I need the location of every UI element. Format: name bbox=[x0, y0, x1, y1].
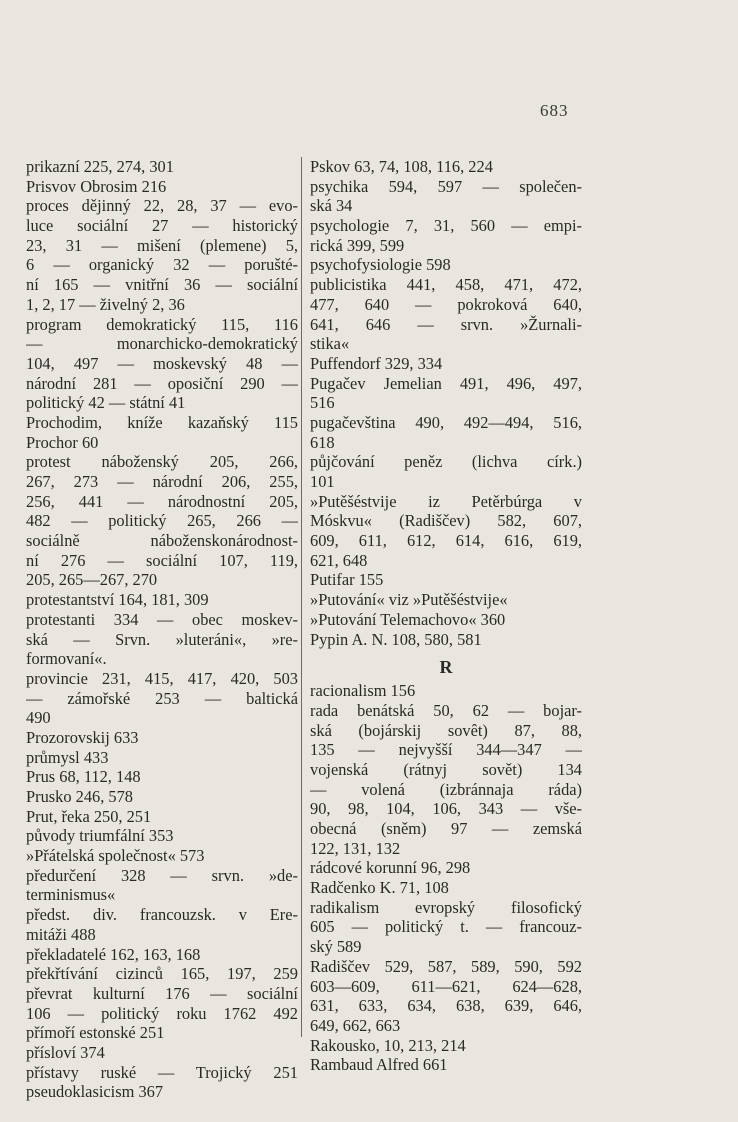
index-entry-line: protest náboženský 205, 266, bbox=[26, 452, 298, 472]
index-entry-line: průmysl 433 bbox=[26, 747, 109, 767]
index-entry-line: »Putování« viz »Putěšéstvije« bbox=[310, 590, 508, 610]
index-entry-line: — monarchicko-demokratický bbox=[26, 334, 298, 354]
index-column-left bbox=[26, 157, 298, 1102]
index-entry-line: prikazní 225, 274, 301 bbox=[26, 157, 174, 176]
index-entry-line: 477, 640 — pokroková 640, bbox=[310, 294, 582, 314]
index-entry-line: 90, 98, 104, 106, 343 — vše- bbox=[310, 799, 582, 819]
index-entry-line: 205, 265—267, 270 bbox=[26, 570, 158, 590]
index-entry-line: Prochodim, kníže kazaňský 115 bbox=[26, 412, 298, 432]
index-entry-line: Rakousko, 10, 213, 214 bbox=[310, 1035, 466, 1055]
index-entry-line: Prus 68, 112, 148 bbox=[26, 767, 141, 787]
index-entry-line: pseudoklasicism 367 bbox=[26, 1082, 164, 1102]
index-entry-line: 631, 633, 634, 638, 639, 646, bbox=[310, 996, 582, 1016]
index-entry-line: formovaní«. bbox=[26, 649, 107, 669]
index-entry-line: přímoří estonské 251 bbox=[26, 1023, 165, 1043]
index-entry-line: protestantství 164, 181, 309 bbox=[26, 590, 209, 610]
index-entry-line: pugačevština 490, 492—494, 516, bbox=[310, 412, 582, 432]
index-entry-line: radikalism evropský filosofický bbox=[310, 897, 582, 917]
index-entry-line: 104, 497 — moskevský 48 — bbox=[26, 353, 298, 373]
index-entry-line: 516 bbox=[310, 393, 335, 413]
index-entry-line: psychologie 7, 31, 560 — empi- bbox=[310, 216, 582, 236]
index-entry-line: 101 bbox=[310, 472, 335, 491]
index-entry-line: program demokratický 115, 116 bbox=[26, 314, 298, 334]
index-entry-line: 6 — organický 32 — porušté- bbox=[26, 255, 298, 275]
index-entry-line: protestanti 334 — obec moskev- bbox=[26, 609, 298, 629]
index-entry-line: — volená (izbránnaja ráda) bbox=[310, 779, 582, 799]
index-entry-line: ní 276 — sociální 107, 119, bbox=[26, 550, 298, 570]
index-entry-line: Prisvov Obrosim 216 bbox=[26, 176, 167, 196]
index-entry-line: 490 bbox=[26, 708, 51, 728]
index-entry-line: Puffendorf 329, 334 bbox=[310, 353, 443, 373]
index-entry-line: Rambaud Alfred 661 bbox=[310, 1055, 448, 1075]
index-entry-line: rická 399, 599 bbox=[310, 235, 405, 255]
index-entry-line: Prut, řeka 250, 251 bbox=[26, 806, 152, 826]
index-entry-line: »Přátelská společnost« 573 bbox=[26, 846, 205, 866]
index-entry-line: Pugačev Jemelian 491, 496, 497, bbox=[310, 373, 582, 393]
index-entry-line: 603—609, 611—621, 624—628, bbox=[310, 976, 582, 996]
index-column-right bbox=[310, 157, 582, 1075]
page-number: 683 bbox=[540, 101, 569, 120]
index-entry-line: proces dějinný 22, 28, 37 — evo- bbox=[26, 196, 298, 216]
index-entry-line: původy triumfální 353 bbox=[26, 826, 174, 846]
index-entry-line: ský 589 bbox=[310, 937, 362, 957]
index-entry-line: psychofysiologie 598 bbox=[310, 255, 451, 275]
index-entry-line: Móskvu« (Radiščev) 582, 607, bbox=[310, 511, 582, 531]
index-entry-line: národní 281 — oposiční 290 — bbox=[26, 373, 298, 393]
index-entry-line: 641, 646 — srvn. »Žurnali- bbox=[310, 314, 582, 334]
index-entry-line: — zámořské 253 — baltická bbox=[26, 688, 298, 708]
index-entry-line: předst. div. francouzsk. v Ere- bbox=[26, 905, 298, 925]
index-entry-line: »Putěšéstvije iz Petěrbúrga v bbox=[310, 491, 582, 511]
index-entry-line: 482 — politický 265, 266 — bbox=[26, 511, 298, 531]
index-entry-line: ská (bojárskij sovêt) 87, 88, bbox=[310, 720, 582, 740]
index-entry-line: psychika 594, 597 — společen- bbox=[310, 176, 582, 196]
index-entry-line: převrat kulturní 176 — sociální bbox=[26, 983, 298, 1003]
index-entry-line: přístavy ruské — Trojický 251 bbox=[26, 1062, 298, 1082]
index-entry-line: půjčování peněz (lichva círk.) bbox=[310, 452, 582, 472]
index-entry-line: racionalism 156 bbox=[310, 681, 416, 701]
index-entry-line: ní 165 — vnitřní 36 — sociální bbox=[26, 275, 298, 295]
index-entry-line: Pskov 63, 74, 108, 116, 224 bbox=[310, 157, 493, 176]
index-entry-line: Prusko 246, 578 bbox=[26, 787, 134, 806]
index-entry-line: vojenská (rátnyj sovět) 134 bbox=[310, 759, 582, 779]
index-entry-line: Putifar 155 bbox=[310, 570, 384, 590]
index-entry-line: 621, 648 bbox=[310, 550, 368, 570]
index-entry-line: Prozorovskij 633 bbox=[26, 727, 139, 747]
index-entry-line: 256, 441 — národnostní 205, bbox=[26, 491, 298, 511]
index-entry-line: 106 — politický roku 1762 492 bbox=[26, 1003, 298, 1023]
index-entry-line: obecná (sněm) 97 — zemská bbox=[310, 819, 582, 838]
index-entry-line: sociálně náboženskonárodnost- bbox=[26, 531, 298, 551]
index-entry-line: provincie 231, 415, 417, 420, 503 bbox=[26, 668, 298, 688]
index-entry-line: terminismus« bbox=[26, 885, 116, 905]
index-entry-line: 649, 662, 663 bbox=[310, 1015, 401, 1035]
index-entry-line: publicistika 441, 458, 471, 472, bbox=[310, 275, 582, 295]
index-entry-line: ská — Srvn. »luteráni«, »re- bbox=[26, 629, 298, 649]
index-entry-line: 605 — politický t. — francouz- bbox=[310, 917, 582, 937]
column-divider bbox=[301, 157, 302, 1037]
index-entry-line: rádcové korunní 96, 298 bbox=[310, 858, 471, 878]
index-entry-line: 609, 611, 612, 614, 616, 619, bbox=[310, 531, 582, 551]
index-entry-line: Pypin A. N. 108, 580, 581 bbox=[310, 629, 482, 649]
index-entry-line: Radčenko K. 71, 108 bbox=[310, 878, 449, 898]
index-entry-line: »Putování Telemachovo« 360 bbox=[310, 609, 506, 629]
index-entry-line: politický 42 — státní 41 bbox=[26, 393, 186, 413]
index-entry-line: Radiščev 529, 587, 589, 590, 592 bbox=[310, 956, 582, 976]
index-entry-line: přísloví 374 bbox=[26, 1042, 105, 1062]
index-entry-line: 267, 273 — národní 206, 255, bbox=[26, 472, 298, 491]
index-entry-line: 618 bbox=[310, 432, 335, 452]
index-entry-line: luce sociální 27 — historický bbox=[26, 216, 298, 236]
index-entry-line: předurčení 328 — srvn. »de- bbox=[26, 865, 298, 885]
index-entry-line: ská 34 bbox=[310, 196, 353, 216]
index-entry-line: překladatelé 162, 163, 168 bbox=[26, 944, 201, 964]
index-entry-line: 135 — nejvyšší 344—347 — bbox=[310, 740, 582, 760]
index-entry-line: 23, 31 — mišení (plemene) 5, bbox=[26, 235, 298, 255]
section-letter-heading: R bbox=[439, 657, 453, 678]
index-entry-line: překřtívání cizinců 165, 197, 259 bbox=[26, 964, 298, 984]
index-entry-line: 1, 2, 17 — živelný 2, 36 bbox=[26, 294, 185, 314]
index-entry-line: mitáži 488 bbox=[26, 924, 96, 944]
index-entry-line: stika« bbox=[310, 334, 350, 354]
index-entry-line: rada benátská 50, 62 — bojar- bbox=[310, 700, 582, 720]
index-entry-line: Prochor 60 bbox=[26, 432, 99, 452]
index-entry-line: 122, 131, 132 bbox=[310, 838, 401, 858]
